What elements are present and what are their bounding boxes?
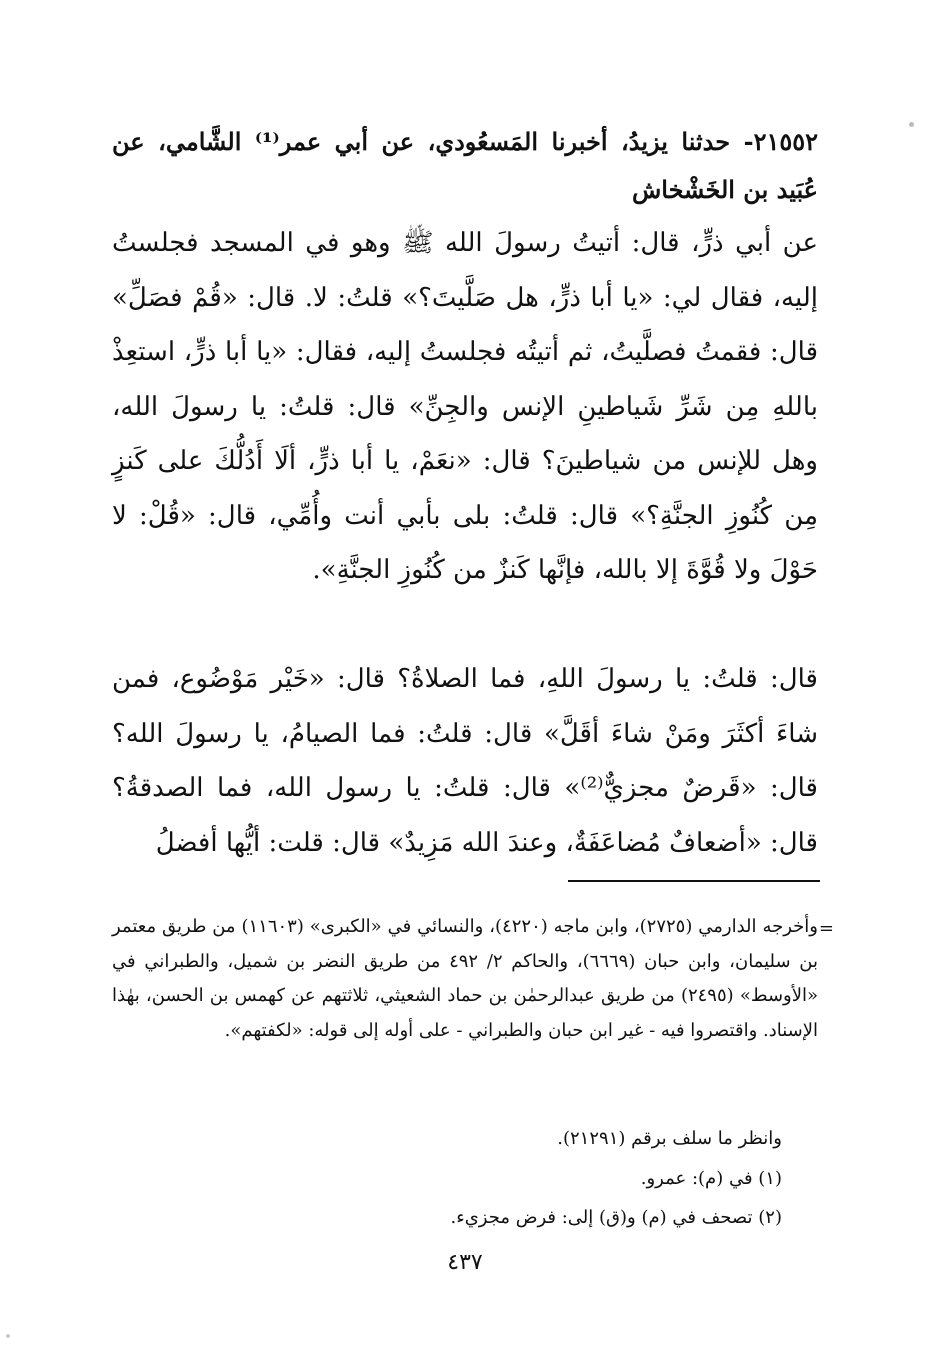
footnote-separator (568, 880, 820, 882)
scan-speck (909, 122, 914, 127)
footnote-see-also: وانظر ما سلف برقم (٢١٢٩١). (557, 1128, 782, 1149)
hadith-paragraph-1: عن أبي ذرٍّ، قال: أتيتُ رسولَ الله ﷺ وهو في المسجد فجلستُ إليه، فقال لي: «يا أبا ذرٍّ، هل صَلَّيتَ؟» قلتُ: لا. قال: «قُمْ فصَلِّ» قال: فقمتُ فصلَّيتُ، ثم أتيتُه فجلستُ إليه، فقال: «يا أبا ذرٍّ، استعِذْ باللهِ مِن شَرِّ شَياطينِ الإنس والجِنِّ» قال: قلتُ: يا رسولَ الله، وهل للإنس من شياطينَ؟ قال: «نعَمْ، يا أبا ذرٍّ، ألَا أَدُلُّكَ على كَنزٍ مِن كُنُوزِ الجنَّةِ؟» قال: قلتُ: بلى بأبي أنت وأُمِّي، قال: «قُلْ: لا حَوْلَ ولا قُوَّةَ إلا بالله، فإنَّها كَنزٌ من كُنُوزِ الجنَّةِ». (112, 228, 818, 585)
footnote-2: (٢) تصحف في (م) و(ق) إلى: فرض مجزيء. (450, 1207, 782, 1228)
scan-speck (6, 1334, 10, 1338)
hadith-paragraph-2: قال: قلتُ: يا رسولَ اللهِ، فما الصلاةُ؟ قال: «خَيْر مَوْضُوع، فمن شاءَ أكثَرَ ومَنْ شاءَ أقَلَّ» قال: قلتُ: فما الصيامُ، يا رسولَ الله؟ قال: «قَرضٌ مجزيٌّ⁽²⁾» قال: قلتُ: يا رسول الله، فما الصدقةُ؟ قال: «أضعافٌ مُضاعَفَةٌ، وعندَ الله مَزِيدٌ» قال: قلت: أيُّها أفضلُ (112, 664, 818, 858)
hadith-isnad: ٢١٥٥٢- حدثنا يزيدُ، أخبرنا المَسعُودي، عن أبي عمر⁽¹⁾ الشَّامي، عن عُبَيد بن الخَشْخاش (112, 127, 819, 204)
footnote-continuation: وأخرجه الدارمي (٢٧٢٥)، وابن ماجه (٤٢٢٠)، والنسائي في «الكبرى» (١١٦٠٣) من طريق معتمر بن سليمان، وابن حبان (٦٦٦٩)، والحاكم ٢/ ٤٩٢ من طريق النضر بن شميل، والطبراني في «الأوسط» (٢٤٩٥) من طريق عبدالرحمٰن بن حماد الشعيثي، ثلاثتهم عن كهمس بن الحسن، بهٰذا الإسناد. واقتصروا فيه - غير ابن حبان والطبراني - على أوله إلى قوله: «لكفتهم». (112, 916, 818, 1041)
footnote-1: (١) في (م): عمرو. (640, 1168, 782, 1189)
page-number: ٤٣٧ (447, 1250, 483, 1275)
footnote-continuation-mark: = (818, 918, 834, 939)
